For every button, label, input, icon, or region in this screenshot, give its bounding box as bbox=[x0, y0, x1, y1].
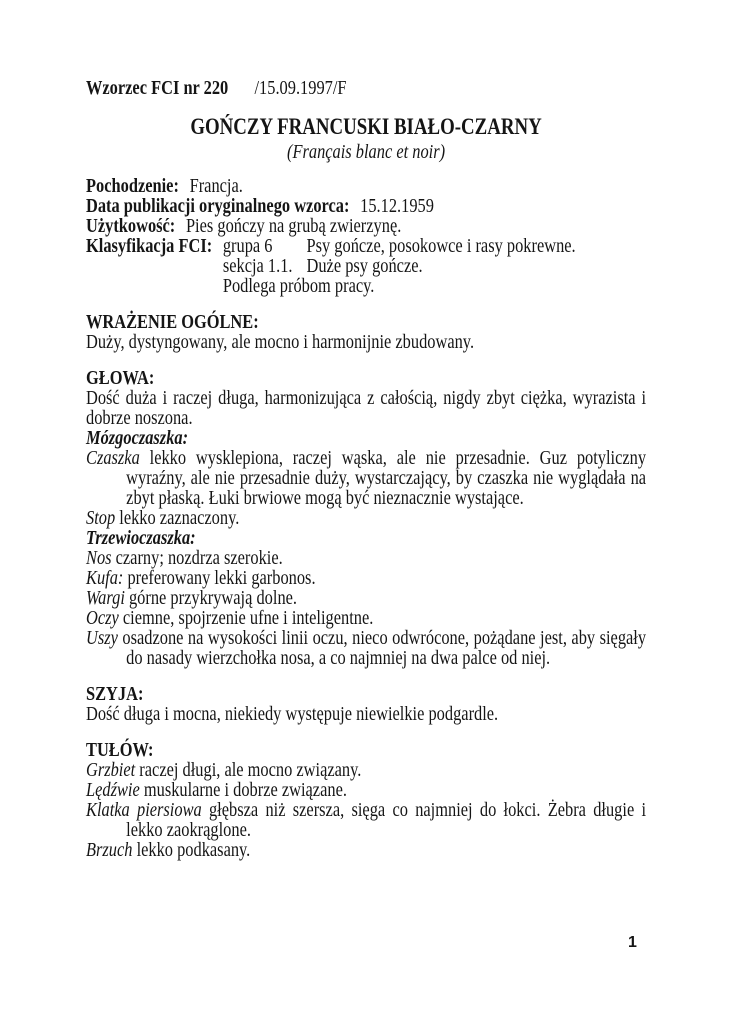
text-nose: czarny; nozdrza szerokie. bbox=[115, 547, 283, 569]
classification-table bbox=[223, 236, 576, 296]
text-loin: muskularne i dobrze związane. bbox=[143, 779, 347, 801]
meta-origin-label: Pochodzenie: bbox=[86, 175, 179, 197]
para-lips bbox=[86, 588, 646, 608]
para-back bbox=[86, 760, 646, 780]
term-muzzle: Kufa: bbox=[86, 567, 124, 589]
term-back: Grzbiet bbox=[86, 759, 136, 781]
meta-classification-label: Klasyfikacja FCI: bbox=[86, 235, 213, 257]
text-muzzle: preferowany lekki garbonos. bbox=[127, 567, 316, 589]
header-line bbox=[86, 78, 646, 98]
section-neck-body: Dość długa i mocna, niekiedy występuje niewielkie podgardle. bbox=[86, 703, 499, 725]
para-stop bbox=[86, 508, 646, 528]
para-ears bbox=[86, 628, 646, 668]
meta-origin bbox=[86, 176, 646, 196]
para-loin bbox=[86, 780, 646, 800]
term-ears: Uszy bbox=[86, 627, 118, 649]
text-belly: lekko podkasany. bbox=[136, 839, 251, 861]
classification-group: grupa 6 bbox=[222, 235, 273, 257]
term-skull: Czaszka bbox=[86, 447, 140, 469]
meta-block bbox=[86, 176, 646, 296]
section-head-heading: GŁOWA: bbox=[86, 367, 155, 389]
meta-origin-value: Francja. bbox=[189, 175, 243, 197]
subhead-cranial-region: Mózgoczaszka: bbox=[86, 427, 189, 449]
meta-publication bbox=[86, 196, 646, 216]
page-number: 1 bbox=[628, 934, 637, 951]
page-content bbox=[86, 78, 646, 860]
section-neck bbox=[86, 684, 646, 724]
term-chest: Klatka piersiowa bbox=[86, 799, 202, 821]
section-general-appearance bbox=[86, 312, 646, 352]
text-eyes: ciemne, spojrzenie ufne i inteligentne. bbox=[122, 607, 374, 629]
text-chest: głębsza niż szersza, sięga co najmniej do łokci. Żebra długie i lekko zaokrąglone. bbox=[126, 799, 647, 841]
para-chest bbox=[86, 800, 646, 840]
section-torso bbox=[86, 740, 646, 860]
para-nose bbox=[86, 548, 646, 568]
meta-utilization-label: Użytkowość: bbox=[86, 215, 176, 237]
meta-utilization-value: Pies gończy na grubą zwierzynę. bbox=[185, 215, 402, 237]
section-general-body: Duży, dystyngowany, ale mocno i harmonijnie zbudowany. bbox=[86, 331, 475, 353]
section-neck-heading: SZYJA: bbox=[86, 683, 144, 705]
text-skull: lekko wysklepiona, raczej wąska, ale nie przesadnie. Guz potyliczny wyraźny, ale nie przesadnie duży, wystarczający, by czaszka nie wyglądała na zbyt płaską. Łuki brwiowe mogą być nieznacznie wystające. bbox=[126, 447, 647, 509]
classification-section-desc: Duże psy gończe. bbox=[306, 255, 423, 277]
para-muzzle bbox=[86, 568, 646, 588]
term-stop: Stop bbox=[86, 507, 116, 529]
text-ears: osadzone na wysokości linii oczu, nieco odwrócone, pożądane jest, aby sięgały do nasady wierzchołka nosa, a co najmniej na dwa palce od niej. bbox=[122, 627, 647, 669]
classification-working-trial: Podlega próbom pracy. bbox=[222, 275, 375, 297]
text-lips: górne przykrywają dolne. bbox=[128, 587, 298, 609]
standard-date-ref: /15.09.1997/F bbox=[254, 77, 347, 99]
standard-number: Wzorzec FCI nr 220 bbox=[86, 77, 229, 99]
classification-row-trial bbox=[223, 276, 576, 296]
meta-classification bbox=[86, 236, 646, 296]
section-head bbox=[86, 368, 646, 668]
classification-row-section bbox=[223, 256, 576, 276]
term-belly: Brzuch bbox=[86, 839, 133, 861]
para-eyes bbox=[86, 608, 646, 628]
term-nose: Nos bbox=[86, 547, 112, 569]
term-loin: Lędźwie bbox=[86, 779, 140, 801]
term-eyes: Oczy bbox=[86, 607, 119, 629]
subhead-facial-region: Trzewioczaszka: bbox=[86, 527, 196, 549]
text-column bbox=[86, 78, 646, 860]
para-belly bbox=[86, 840, 646, 860]
section-torso-heading: TUŁÓW: bbox=[86, 739, 154, 761]
para-skull bbox=[86, 448, 646, 508]
meta-publication-value: 15.12.1959 bbox=[360, 195, 434, 217]
section-head-body: Dość duża i raczej długa, harmonizująca z całością, nigdy zbyt ciężka, wyrazista i dobrze noszona. bbox=[86, 387, 647, 429]
meta-utilization bbox=[86, 216, 646, 236]
classification-group-desc: Psy gończe, posokowce i rasy pokrewne. bbox=[306, 235, 576, 257]
section-general-heading: WRAŻENIE OGÓLNE: bbox=[86, 311, 259, 333]
classification-row-group bbox=[223, 236, 576, 256]
breed-title: GOŃCZY FRANCUSKI BIAŁO-CZARNY bbox=[190, 114, 542, 139]
meta-publication-label: Data publikacji oryginalnego wzorca: bbox=[86, 195, 350, 217]
text-back: raczej długi, ale mocno związany. bbox=[139, 759, 362, 781]
term-lips: Wargi bbox=[86, 587, 125, 609]
breed-subtitle: (Français blanc et noir) bbox=[287, 141, 446, 163]
text-stop: lekko zaznaczony. bbox=[119, 507, 240, 529]
classification-section: sekcja 1.1. bbox=[222, 255, 293, 277]
